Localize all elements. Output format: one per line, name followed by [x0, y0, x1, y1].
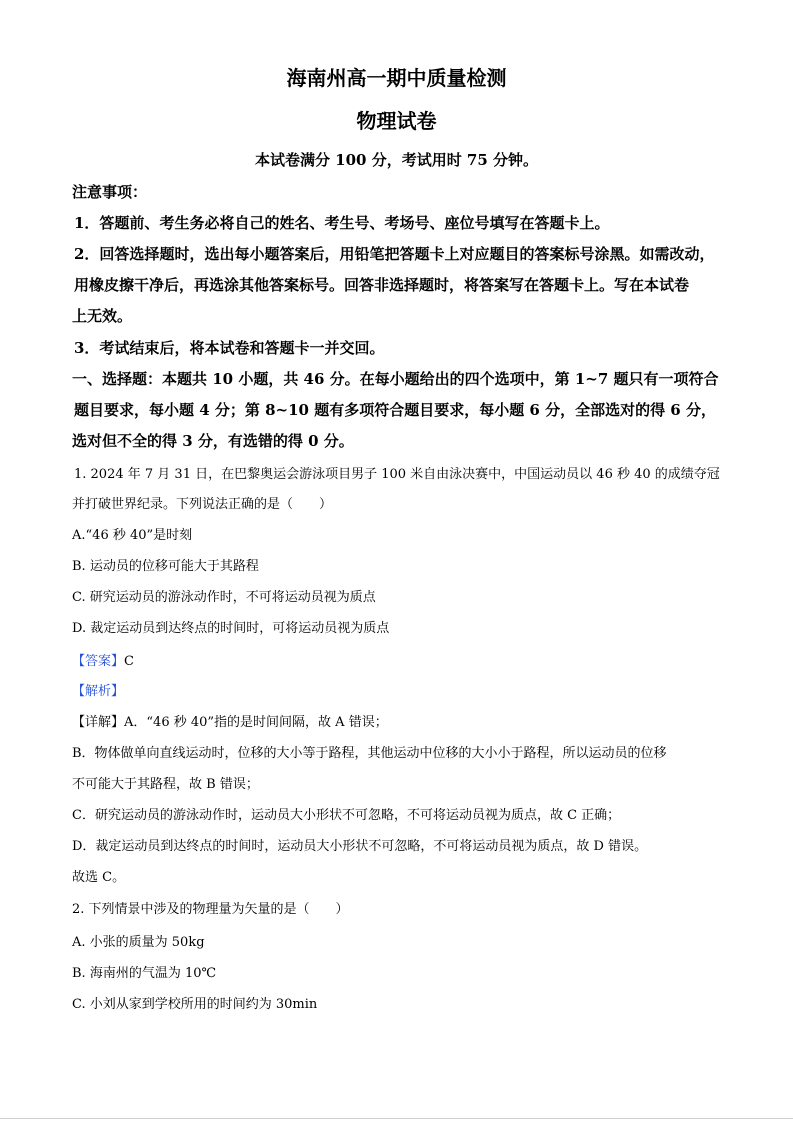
- q1-detail-a: [72, 711, 388, 730]
- q1-option-b: B. 运动员的位移可能大于其路程: [72, 559, 259, 574]
- analysis-tag: 【解析】: [72, 684, 125, 699]
- q1-option-c: C. 研究运动员的游泳动作时，不可将运动员视为质点: [72, 590, 376, 605]
- q1-option-a: A.“46 秒 40”是时刻: [72, 528, 193, 543]
- q1-option-d: D. 裁定运动员到达终点的时间时，可将运动员视为质点: [72, 621, 390, 636]
- q2-stem: 2. 下列情景中涉及的物理量为矢量的是（ ）: [72, 902, 349, 917]
- detail-a-text: A．“46 秒 40”指的是时间间隔，故 A 错误；: [124, 715, 388, 730]
- section1-line-1: 一、选择题：本题共 10 小题，共 46 分。在每小题给出的四个选项中，第 1~7 题只有一项符合: [72, 370, 719, 388]
- q1-answer: [72, 650, 134, 669]
- q1-conclusion: 故选 C。: [72, 870, 126, 885]
- q1-detail-b-line-1: B．物体做单向直线运动时，位移的大小等于路程，其他运动中位移的大小小于路程，所以运动员的位移: [72, 746, 667, 761]
- notice-item-2-line-3: 上无效。: [72, 307, 133, 325]
- q2-option-b: B. 海南州的气温为 10℃: [72, 966, 217, 981]
- exam-info: 本试卷满分 100 分，考试用时 75 分钟。: [254, 151, 539, 169]
- q2-option-c: C. 小刘从家到学校所用的时间约为 30min: [72, 997, 318, 1012]
- section1-line-3: 选对但不全的得 3 分，有选错的得 0 分。: [72, 432, 354, 450]
- q1-detail-b-line-2: 不可能大于其路程，故 B 错误；: [72, 777, 259, 792]
- notice-item-2-line-1: 2．回答选择题时，选出每小题答案后，用铅笔把答题卡上对应题目的答案标号涂黑。如需改动，: [74, 245, 715, 263]
- answer-value: C: [124, 654, 134, 669]
- detail-tag: 【详解】: [72, 715, 125, 730]
- q1-stem-line-2: 并打破世界纪录。下列说法正确的是（ ）: [72, 497, 333, 512]
- subject-title: 物理试卷: [356, 109, 437, 133]
- section1-line-2: 题目要求，每小题 4 分；第 8~10 题有多项符合题目要求，每小题 6 分，全部选对的得 6 分，: [74, 401, 716, 419]
- notice-item-2-line-2: 用橡皮擦干净后，再选涂其他答案标号。回答非选择题时，将答案写在答题卡上。写在本试卷: [74, 276, 690, 294]
- notice-item-1: 1．答题前、考生务必将自己的姓名、考生号、考场号、座位号填写在答题卡上。: [74, 214, 610, 232]
- q1-detail-c: C．研究运动员的游泳动作时，运动员大小形状不可忽略，不可将运动员视为质点，故 C 正确；: [72, 808, 621, 823]
- notice-item-3: 3．考试结束后，将本试卷和答题卡一并交回。: [74, 339, 385, 357]
- page-bottom-rule: [0, 1118, 793, 1119]
- q1-detail-d: D．裁定运动员到达终点的时间时，运动员大小形状不可忽略，不可将运动员视为质点，故 D 错误。: [72, 839, 648, 854]
- q1-stem-line-1: 1. 2024 年 7 月 31 日，在巴黎奥运会游泳项目男子 100 米自由泳决赛中，中国运动员以 46 秒 40 的成绩夺冠: [74, 467, 720, 482]
- q2-option-a: A. 小张的质量为 50kg: [72, 935, 205, 950]
- page-title: 海南州高一期中质量检测: [286, 66, 507, 90]
- notice-heading: 注意事项：: [72, 183, 148, 201]
- answer-tag: 【答案】: [72, 654, 125, 669]
